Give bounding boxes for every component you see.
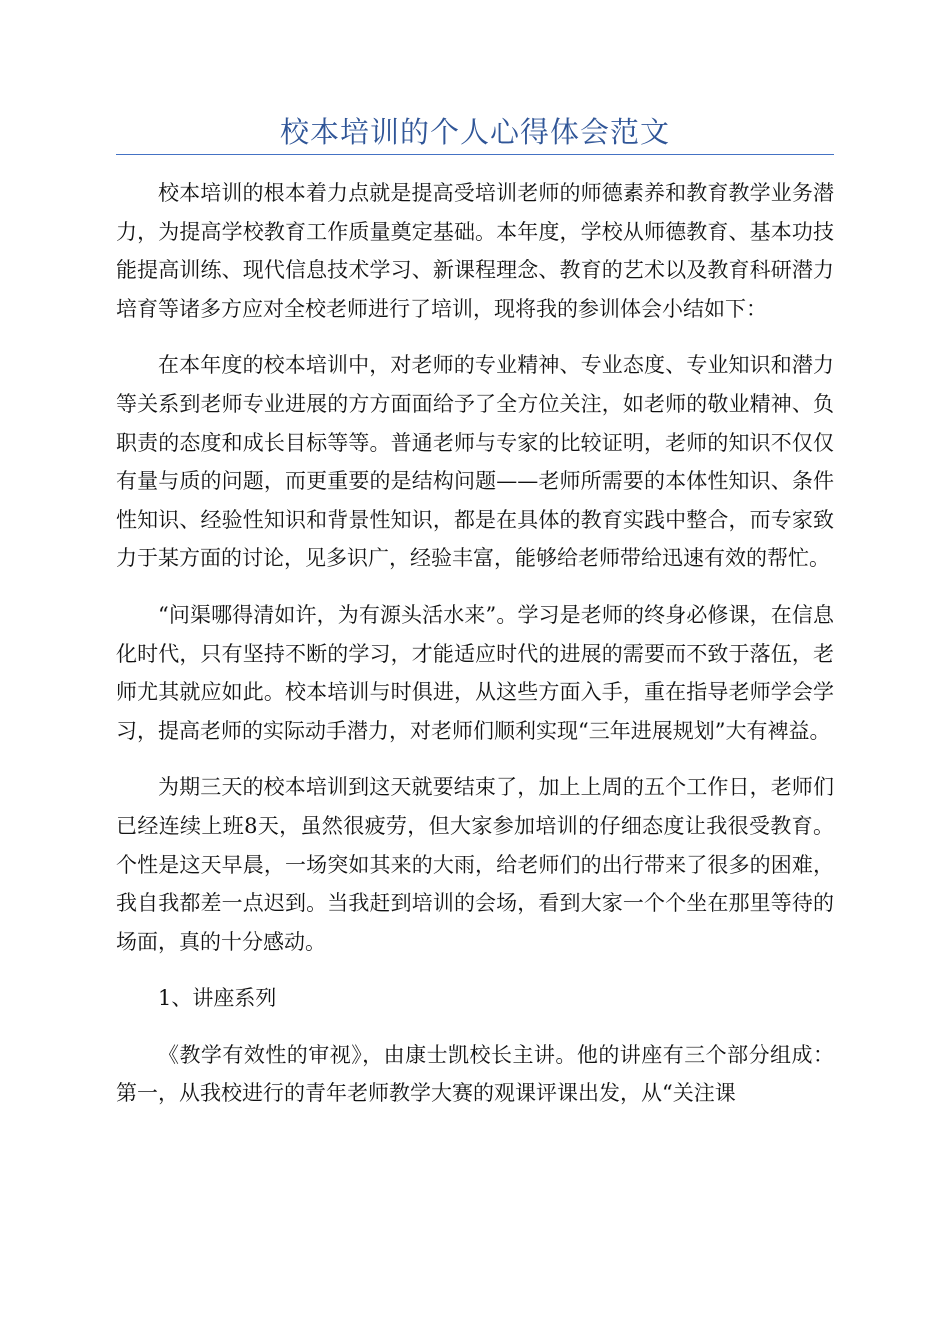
section-heading-lecture-series: 1、讲座系列 [158, 986, 277, 1011]
paragraph-1: 校本培训的根本着力点就是提高受培训老师的师德素养和教育教学业务潜力，为提高学校教育工作质量奠定基础。本年度，学校从师德教育、基本功技能提高训练、现代信息技术学习、新课程理念、教育的艺术以及教育科研潜力培育等诸多方应对全校老师进行了培训，现将我的参训体会小结如下： [116, 181, 834, 321]
document-title: 校本培训的个人心得体会范文 [279, 115, 670, 149]
paragraph-2: 在本年度的校本培训中，对老师的专业精神、专业态度、专业知识和潜力等关系到老师专业进展的方方面面给予了全方位关注，如老师的敬业精神、负职责的态度和成长目标等等。普通老师与专家的比较证明，老师的知识不仅仅有量与质的问题，而更重要的是结构问题——老师所需要的本体性知识、条件性知识、经验性知识和背景性知识，都是在具体的教育实践中整合，而专家致力于某方面的讨论，见多识广，经验丰富，能够给老师带给迅速有效的帮忙。 [116, 353, 834, 571]
paragraph-4: 为期三天的校本培训到这天就要结束了，加上上周的五个工作日，老师们已经连续上班8天，虽然很疲劳，但大家参加培训的仔细态度让我很受教育。个性是这天早晨，一场突如其来的大雨，给老师们的出行带来了很多的困难，我自我都差一点迟到。当我赶到培训的会场，看到大家一个个坐在那里等待的场面，真的十分感动。 [116, 775, 834, 954]
title-underline [116, 154, 834, 155]
paragraph-3: “问渠哪得清如许，为有源头活水来”。学习是老师的终身必修课，在信息化时代，只有坚持不断的学习，才能适应时代的进展的需要而不致于落伍，老师尤其就应如此。校本培训与时俱进，从这些方面入手，重在指导老师学会学习，提高老师的实际动手潜力，对老师们顺利实现“三年进展规划”大有裨益。 [116, 602, 834, 743]
document-body [116, 174, 834, 1131]
paragraph-5: 《教学有效性的审视》，由康士凯校长主讲。他的讲座有三个部分组成：第一，从我校进行的青年老师教学大赛的观课评课出发，从“关注课 [116, 1042, 834, 1106]
